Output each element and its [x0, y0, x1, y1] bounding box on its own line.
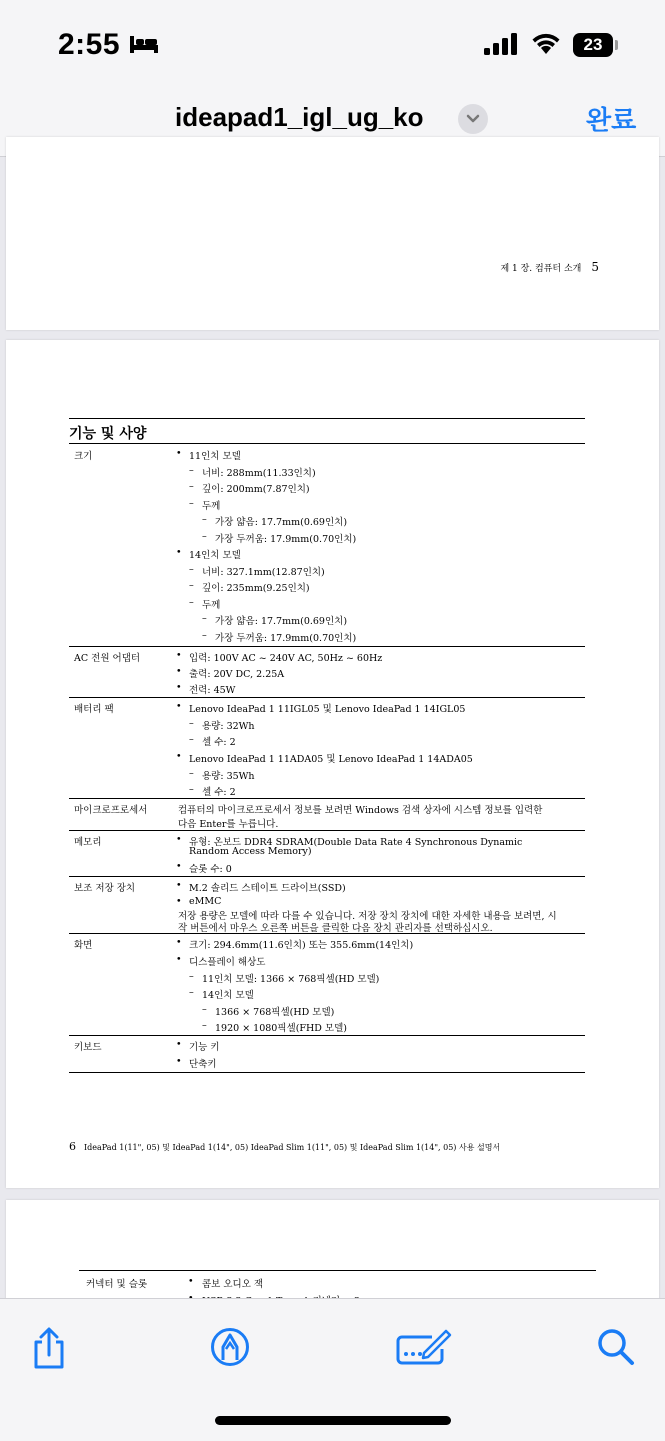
spec-label-keyboard: 키보드: [74, 1042, 102, 1053]
spec-label-memory: 메모리: [74, 837, 102, 848]
home-indicator[interactable]: [215, 1416, 451, 1425]
search-icon: [596, 1327, 636, 1367]
spec-value: 14인치 모델: [189, 550, 241, 561]
spec-label-storage: 보조 저장 장치: [74, 883, 136, 894]
pdf-page-5: [6, 137, 659, 330]
sleep-focus-icon: [129, 34, 159, 54]
bullet: •: [188, 1276, 194, 1287]
annotate-button[interactable]: [396, 1327, 452, 1371]
bullet: •: [176, 937, 182, 948]
keyboard-pen-icon: [396, 1327, 452, 1367]
dash: –: [202, 514, 207, 525]
spec-value: Lenovo IdeaPad 1 11ADA05 및 Lenovo IdeaPad 1 14ADA05: [189, 754, 473, 765]
spec-value: 가장 두꺼움: 17.9mm(0.70인치): [215, 633, 357, 644]
divider: [69, 646, 585, 647]
page-footer: [69, 1140, 500, 1153]
markup-pen-icon: [210, 1327, 250, 1367]
bullet: •: [176, 1039, 182, 1050]
footer-page-number: 6: [69, 1140, 76, 1153]
spec-value: 가장 얇음: 17.7mm(0.69인치): [215, 517, 348, 528]
divider: [69, 697, 585, 698]
dash: –: [189, 465, 194, 476]
spec-value: 콤보 오디오 잭: [202, 1279, 264, 1290]
spec-value: 전력: 45W: [189, 685, 236, 696]
dash: –: [202, 531, 207, 542]
spec-value: 단축키: [189, 1059, 217, 1070]
spec-label-connectors: 커넥터 및 슬롯: [86, 1279, 148, 1290]
spec-value: 용량: 35Wh: [202, 771, 255, 782]
spec-value: 두께: [202, 600, 221, 611]
footer-chapter-text: 제 1 장. 컴퓨터 소개: [500, 264, 582, 274]
pdf-page-6: [6, 340, 659, 1188]
wifi-icon: [531, 32, 561, 56]
bullet: •: [176, 880, 182, 891]
spec-value: 1366 × 768픽셀(HD 모델): [215, 1007, 335, 1018]
spec-value: 11인치 모델: 1366 × 768픽셀(HD 모델): [202, 974, 380, 985]
title-menu-button[interactable]: [458, 104, 488, 134]
spec-value: 입력: 100V AC ~ 240V AC, 50Hz ~ 60Hz: [189, 653, 383, 664]
spec-value: 너비: 288mm(11.33인치): [202, 468, 316, 479]
divider: [69, 798, 585, 799]
status-time: 2:55: [58, 28, 121, 61]
spec-value: 작 버튼에서 마우스 오른쪽 버튼을 클릭한 다음 장치 관리자를 선택하십시오.: [178, 923, 493, 934]
done-button[interactable]: 완료: [586, 106, 637, 136]
spec-value: 두께: [202, 501, 221, 512]
spec-value: 디스플레이 해상도: [189, 957, 266, 968]
bullet: •: [176, 448, 182, 459]
spec-value: 크기: 294.6mm(11.6인치) 또는 355.6mm(14인치): [189, 940, 414, 951]
spec-value: 저장 용량은 모델에 따라 다를 수 있습니다. 저장 장치 장치에 대한 자세한 내용을 보려면, 시: [178, 911, 557, 922]
spec-value: 다음 Enter를 누릅니다.: [178, 819, 279, 830]
spec-value: eMMC: [189, 896, 222, 907]
chevron-down-icon: [458, 104, 488, 134]
spec-value: 가장 얇음: 17.7mm(0.69인치): [215, 616, 348, 627]
battery-indicator: 23: [573, 33, 613, 57]
dash: –: [189, 768, 194, 779]
spec-value: 14인치 모델: [202, 990, 254, 1001]
battery-nub: [615, 40, 618, 50]
bullet: •: [176, 547, 182, 558]
spec-value: 컴퓨터의 마이크로프로세서 정보를 보려면 Windows 검색 상자에 시스템 정보를 입력한: [178, 805, 543, 816]
divider: [69, 933, 585, 934]
spec-value: M.2 솔리드 스테이트 드라이브(SSD): [189, 883, 346, 894]
search-button[interactable]: [596, 1327, 636, 1371]
markup-button[interactable]: [210, 1327, 250, 1371]
divider: [79, 1270, 596, 1271]
dash: –: [189, 498, 194, 509]
divider: [69, 443, 585, 444]
footer-manual-title: IdeaPad 1(11", 05) 및 IdeaPad 1(14", 05) IdeaPad Slim 1(11", 05) 및 IdeaPad Slim 1(14", 05) 사용 설명서: [84, 1143, 501, 1152]
spec-value: 셀 수: 2: [202, 737, 236, 748]
spec-value: 셀 수: 2: [202, 787, 236, 798]
dash: –: [189, 580, 194, 591]
spec-value: Random Access Memory): [189, 846, 312, 857]
dash: –: [202, 630, 207, 641]
spec-value: 깊이: 235mm(9.25인치): [202, 583, 310, 594]
bullet: •: [176, 896, 182, 907]
bullet: •: [176, 861, 182, 872]
bullet: •: [176, 954, 182, 965]
spec-value: 슬롯 수: 0: [189, 864, 232, 875]
spec-label-battery: 배터리 팩: [74, 704, 114, 715]
spec-value: 출력: 20V DC, 2.25A: [189, 669, 285, 680]
divider: [69, 830, 585, 831]
spec-label-size: 크기: [74, 451, 93, 462]
divider: [69, 876, 585, 877]
bullet: •: [176, 650, 182, 661]
dash: –: [189, 481, 194, 492]
spec-label-microprocessor: 마이크로프로세서: [74, 805, 148, 816]
spec-value: Lenovo IdeaPad 1 11IGL05 및 Lenovo IdeaPad 1 14IGL05: [189, 704, 466, 715]
bullet: •: [176, 751, 182, 762]
spec-value: 깊이: 200mm(7.87인치): [202, 484, 310, 495]
spec-value: 기능 키: [189, 1042, 220, 1053]
divider: [69, 418, 585, 419]
dash: –: [189, 597, 194, 608]
bullet: •: [176, 1056, 182, 1067]
dash: –: [189, 718, 194, 729]
document-viewer[interactable]: [0, 157, 665, 1297]
spec-value: 너비: 327.1mm(12.87인치): [202, 567, 325, 578]
dash: –: [189, 784, 194, 795]
dash: –: [202, 1020, 207, 1031]
dash: –: [189, 971, 194, 982]
divider: [69, 1035, 585, 1036]
spec-value: 가장 두꺼움: 17.9mm(0.70인치): [215, 534, 357, 545]
document-title[interactable]: ideapad1_igl_ug_ko: [175, 102, 424, 132]
spec-label-display: 화면: [74, 940, 93, 951]
cellular-signal-icon: [484, 33, 520, 55]
spec-value: 용량: 32Wh: [202, 721, 255, 732]
dash: –: [189, 734, 194, 745]
share-button[interactable]: [30, 1327, 68, 1373]
bullet: •: [176, 701, 182, 712]
spec-value: 1920 × 1080픽셀(FHD 모델): [215, 1023, 347, 1034]
share-icon: [30, 1327, 68, 1369]
spec-value: 유형: 온보드 DDR4 SDRAM(Double Data Rate 4 Synchronous Dynamic: [189, 837, 523, 848]
bullet: •: [176, 666, 182, 677]
spec-label-ac-adapter: AC 전원 어댑터: [74, 653, 141, 664]
bullet: •: [176, 834, 182, 845]
dash: –: [189, 987, 194, 998]
bullet: •: [176, 682, 182, 693]
section-title: 기능 및 사양: [69, 426, 147, 442]
divider: [69, 1072, 585, 1073]
spec-value: 11인치 모델: [189, 451, 241, 462]
dash: –: [202, 1004, 207, 1015]
dash: –: [202, 613, 207, 624]
footer-page-number: 5: [591, 260, 599, 274]
page-footer: [500, 260, 599, 274]
status-bar: [0, 0, 665, 90]
dash: –: [189, 564, 194, 575]
